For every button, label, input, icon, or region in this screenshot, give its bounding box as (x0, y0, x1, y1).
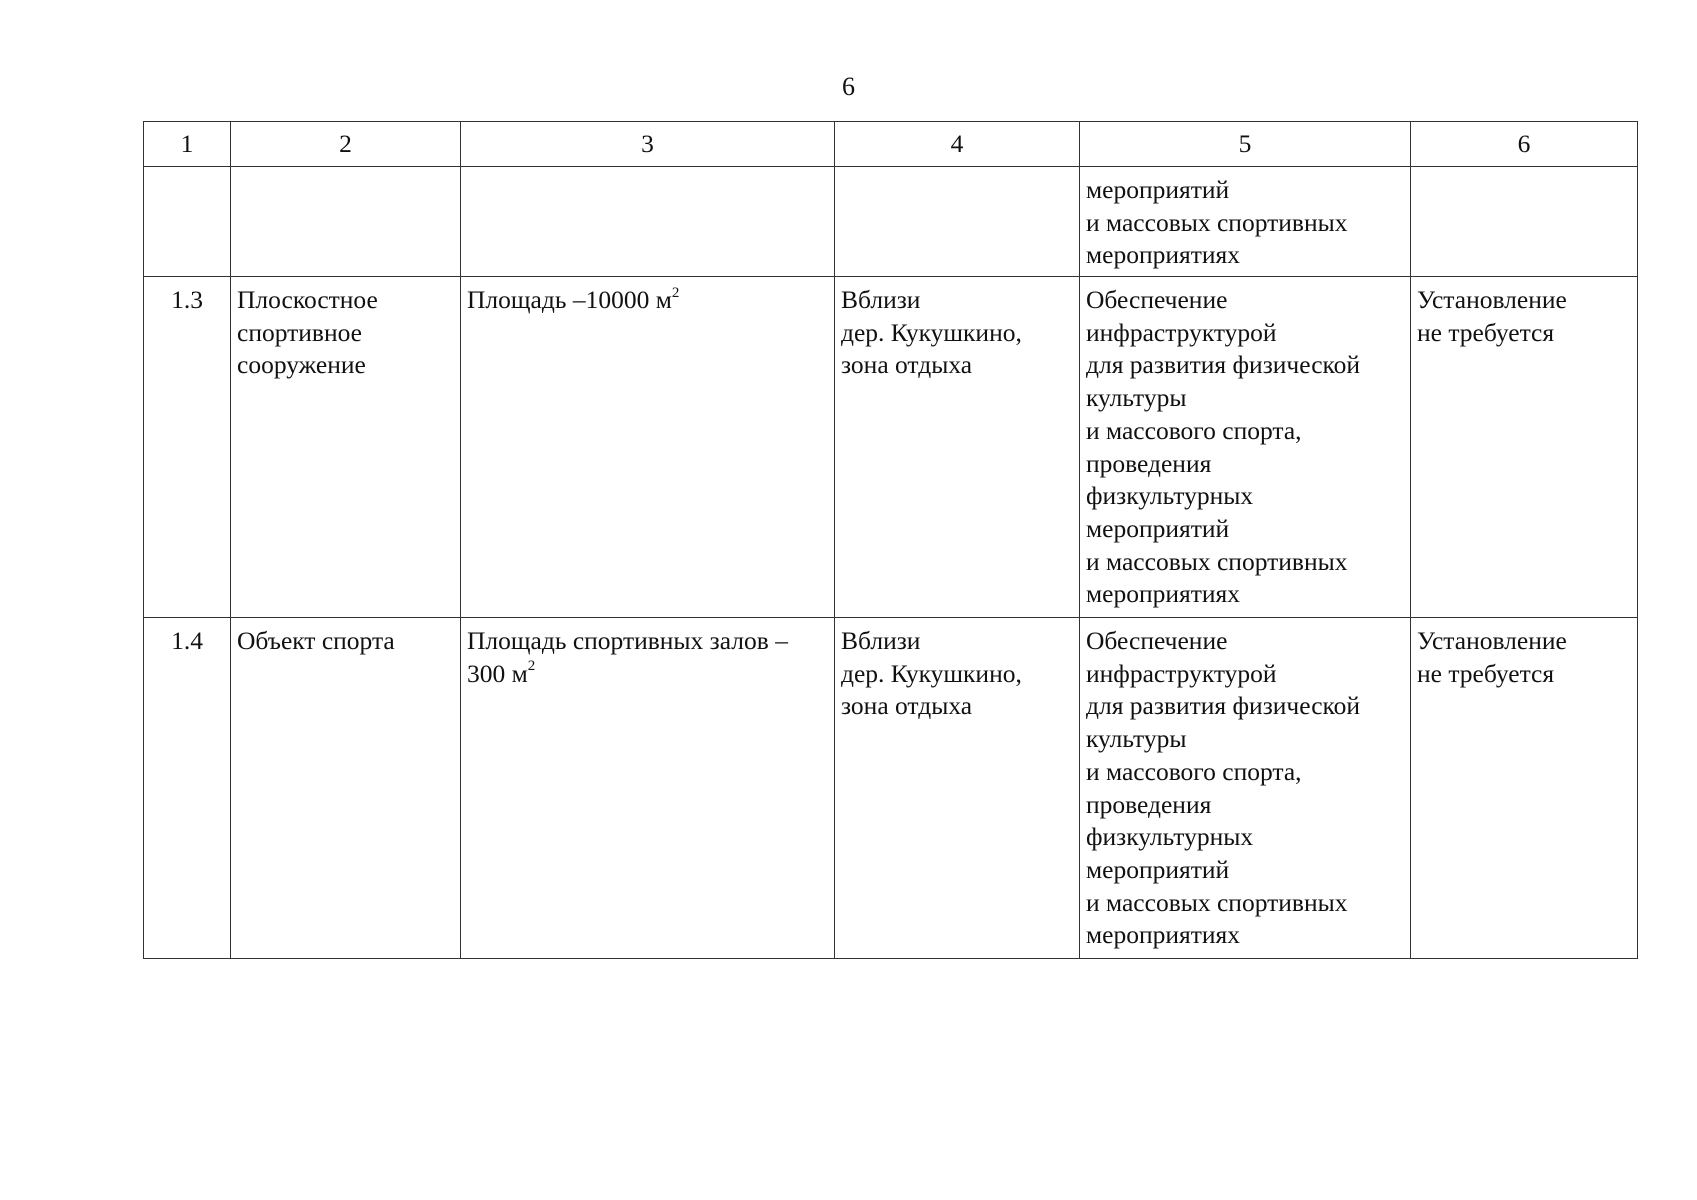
characteristic-line (467, 284, 828, 317)
purpose-line: мероприятиях (1086, 920, 1240, 950)
purpose-line: Обеспечение (1086, 285, 1228, 314)
zone-line: не требуется (1417, 658, 1555, 688)
purpose-cell (1080, 618, 1411, 959)
characteristic-line: Площадь спортивных залов – (467, 626, 788, 655)
purpose-line: Обеспечение (1086, 626, 1228, 655)
zone-cell (1411, 277, 1638, 618)
table-row (144, 277, 1638, 618)
purpose-line: и массового спорта, (1086, 756, 1302, 786)
continuation-cell-2 (231, 167, 461, 277)
purpose-line: и массового спорта, (1086, 415, 1302, 445)
purpose-line: мероприятий (1086, 175, 1230, 204)
characteristic-cell (461, 277, 835, 618)
purpose-line: и массовых спортивных (1086, 207, 1348, 237)
continuation-cell-4 (835, 167, 1080, 277)
row-number: 1.3 (144, 277, 231, 618)
characteristic-text: 300 м (467, 658, 528, 688)
zone-line: Установление (1417, 626, 1567, 655)
continuation-cell-1 (144, 167, 231, 277)
object-name-line: Объект спорта (237, 626, 395, 655)
zone-cell (1411, 618, 1638, 959)
object-name-cell (231, 618, 461, 959)
row-number: 1.4 (144, 618, 231, 959)
purpose-line: культуры (1086, 724, 1187, 754)
purpose-line: мероприятиях (1086, 579, 1240, 609)
purpose-line: мероприятиях (1086, 240, 1240, 270)
location-cell (835, 277, 1080, 618)
column-header-5: 5 (1080, 122, 1411, 167)
purpose-cell (1080, 277, 1411, 618)
purpose-line: инфраструктурой (1086, 317, 1277, 347)
purpose-line: физкультурных (1086, 822, 1254, 852)
zone-line: Установление (1417, 285, 1567, 314)
purpose-line: культуры (1086, 383, 1187, 413)
column-header-6: 6 (1411, 122, 1638, 167)
location-line: Вблизи (841, 626, 921, 655)
purpose-line: инфраструктурой (1086, 658, 1277, 688)
column-header-1: 1 (144, 122, 231, 167)
column-header-3: 3 (461, 122, 835, 167)
continuation-purpose-cell (1080, 167, 1411, 277)
purpose-line: для развития физической (1086, 350, 1361, 380)
column-header-2: 2 (231, 122, 461, 167)
location-line: дер. Кукушкино, (841, 317, 1022, 347)
object-name-cell (231, 277, 461, 618)
object-name-line: спортивное (237, 317, 362, 347)
location-line: зона отдыха (841, 350, 973, 380)
location-line: дер. Кукушкино, (841, 658, 1022, 688)
location-line: зона отдыха (841, 691, 973, 721)
purpose-line: мероприятий (1086, 513, 1230, 543)
purpose-line: и массовых спортивных (1086, 546, 1348, 576)
table-row (144, 618, 1638, 959)
purpose-line: физкультурных (1086, 481, 1254, 511)
superscript-unit: 2 (527, 658, 536, 675)
column-header-4: 4 (835, 122, 1080, 167)
page-number: 6 (842, 72, 855, 101)
purpose-line: и массовых спортивных (1086, 887, 1348, 917)
location-cell (835, 618, 1080, 959)
characteristic-text: Площадь –10000 м (467, 285, 672, 314)
continuation-cell-3 (461, 167, 835, 277)
characteristic-cell (461, 618, 835, 959)
object-name-line: Плоскостное (237, 285, 378, 314)
characteristic-line (467, 658, 828, 691)
zone-line: не требуется (1417, 317, 1555, 347)
purpose-line: проведения (1086, 448, 1212, 478)
continuation-cell-6 (1411, 167, 1638, 277)
object-name-line: сооружение (237, 350, 366, 380)
continuation-row (144, 167, 1638, 277)
column-number-row (144, 122, 1638, 167)
purpose-line: мероприятий (1086, 854, 1230, 884)
superscript-unit: 2 (671, 284, 680, 301)
planning-table (143, 121, 1638, 959)
location-line: Вблизи (841, 285, 921, 314)
purpose-line: проведения (1086, 789, 1212, 819)
purpose-line: для развития физической (1086, 691, 1361, 721)
